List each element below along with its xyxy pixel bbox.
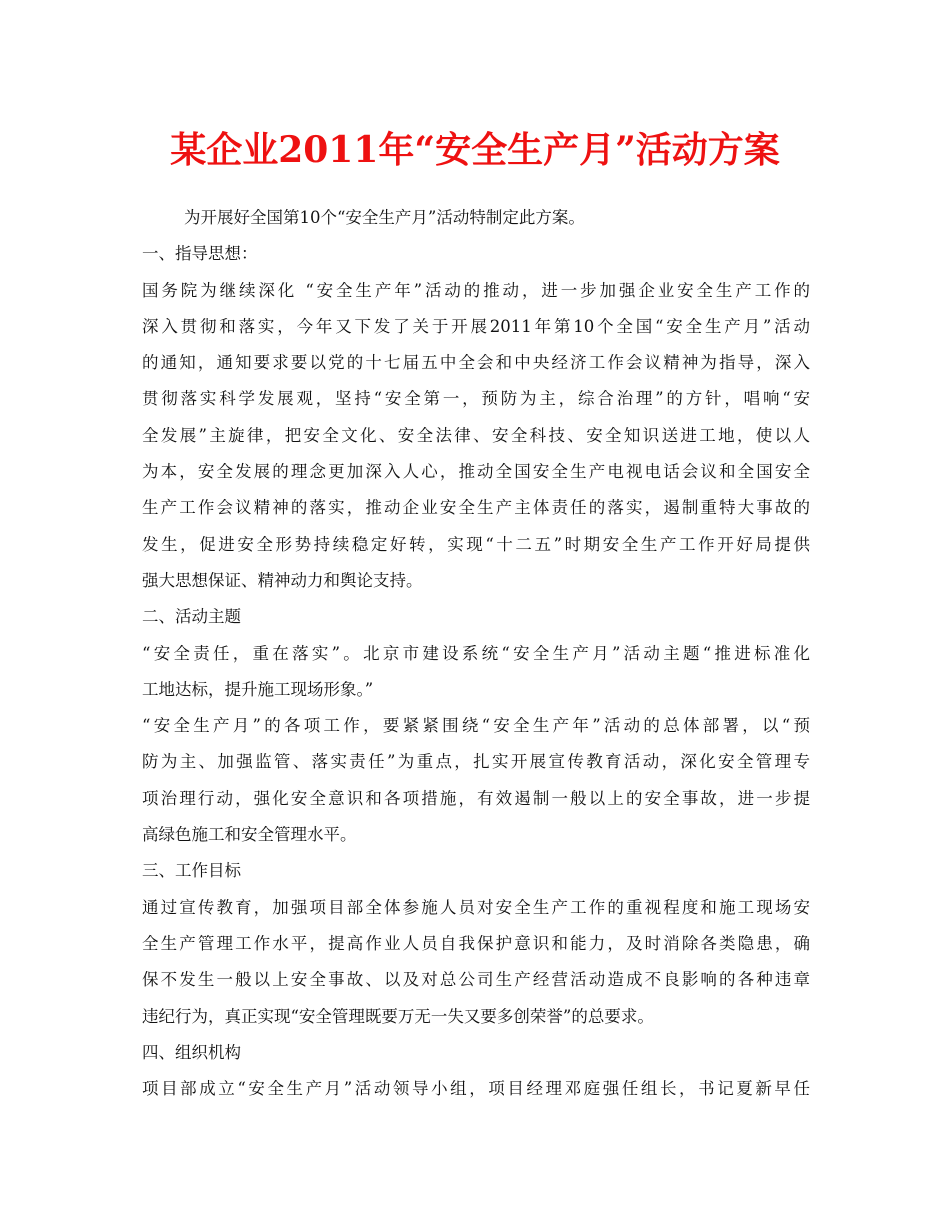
document-title: 某企业2011年“安全生产月”活动方案 bbox=[170, 129, 780, 171]
paragraph-line: 防为主、加强监管、落实责任”为重点，扎实开展宣传教育活动，深化安全管理专 bbox=[142, 752, 810, 772]
paragraph-line: 项目部成立“安全生产月”活动领导小组，项目经理邓庭强任组长，书记夏新早任 bbox=[142, 1079, 810, 1099]
paragraph-line: 强大思想保证、精神动力和舆论支持。 bbox=[142, 570, 423, 590]
section-heading-activity-theme: 二、活动主题 bbox=[142, 607, 241, 627]
paragraph-line: 深入贯彻和落实，今年又下发了关于开展2011年第10个全国“安全生产月”活动 bbox=[142, 316, 810, 336]
section-heading-organization: 四、组织机构 bbox=[142, 1042, 241, 1062]
paragraph-line: 违纪行为，真正实现“安全管理既要万无一失又要多创荣誉”的总要求。 bbox=[142, 1006, 654, 1026]
paragraph-line: “安全生产月”的各项工作，要紧紧围绕“安全生产年”活动的总体部署，以“预 bbox=[142, 716, 810, 736]
paragraph-line: 发生，促进安全形势持续稳定好转，实现“十二五”时期安全生产工作开好局提供 bbox=[142, 534, 810, 554]
paragraph-line: 全发展”主旋律，把安全文化、安全法律、安全科技、安全知识送进工地，使以人 bbox=[142, 425, 810, 445]
paragraph-line: “安全责任，重在落实”。北京市建设系统“安全生产月”活动主题“推进标准化 bbox=[142, 643, 810, 663]
paragraph-line: 为本，安全发展的理念更加深入人心，推动全国安全生产电视电话会议和全国安全 bbox=[142, 462, 810, 482]
section-heading-work-goals: 三、工作目标 bbox=[142, 861, 241, 881]
paragraph-line: 工地达标，提升施工现场形象。” bbox=[142, 679, 374, 699]
paragraph-line: 项治理行动，强化安全意识和各项措施，有效遏制一般以上的安全事故，进一步提 bbox=[142, 788, 810, 808]
paragraph-line: 全生产管理工作水平，提高作业人员自我保护意识和能力，及时消除各类隐患，确 bbox=[142, 933, 810, 953]
paragraph-line: 高绿色施工和安全管理水平。 bbox=[142, 825, 357, 845]
intro-line: 为开展好全国第10个“安全生产月”活动特制定此方案。 bbox=[184, 208, 585, 227]
paragraph-line: 通过宣传教育，加强项目部全体参施人员对安全生产工作的重视程度和施工现场安 bbox=[142, 897, 810, 917]
paragraph-line: 贯彻落实科学发展观，坚持“安全第一，预防为主，综合治理”的方针，唱响“安 bbox=[142, 389, 810, 409]
paragraph-line: 保不发生一般以上安全事故、以及对总公司生产经营活动造成不良影响的各种违章 bbox=[142, 970, 810, 990]
section-heading-guiding-thought: 一、指导思想： bbox=[142, 244, 258, 264]
paragraph-line: 国务院为继续深化 “安全生产年”活动的推动，进一步加强企业安全生产工作的 bbox=[142, 280, 810, 300]
document-body bbox=[142, 200, 810, 1107]
paragraph-line: 的通知，通知要求要以党的十七届五中全会和中央经济工作会议精神为指导，深入 bbox=[142, 353, 810, 373]
paragraph-line: 生产工作会议精神的落实，推动企业安全生产主体责任的落实，遏制重特大事故的 bbox=[142, 498, 810, 518]
